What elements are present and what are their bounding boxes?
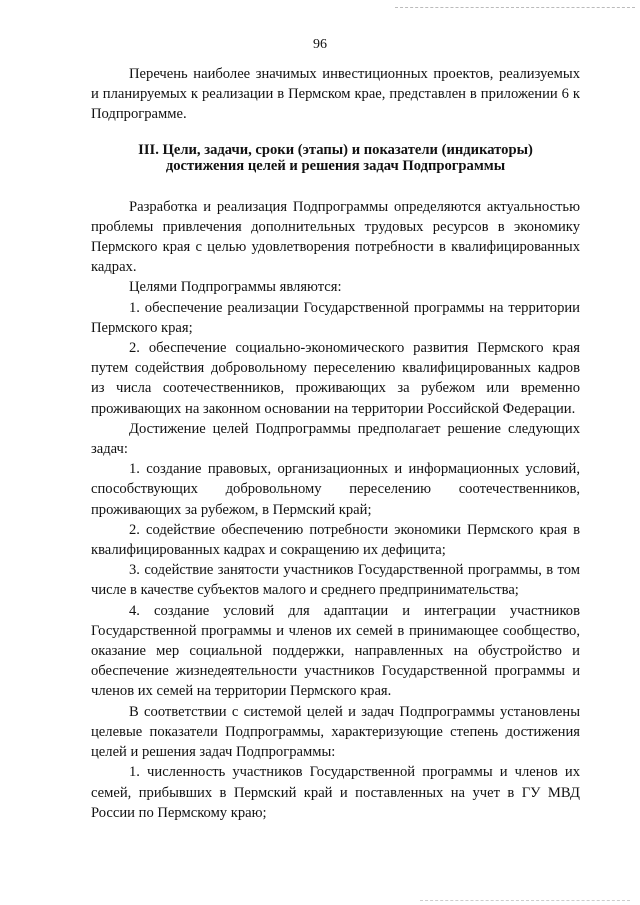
bottom-scan-rule bbox=[420, 900, 630, 901]
intro-paragraph: Перечень наиболее значимых инвестиционных проектов, реализуемых и планируемых к реализации в Пермском крае, представлен в приложении 6 к Подпрограмме. bbox=[91, 66, 580, 123]
section-heading bbox=[91, 142, 580, 175]
goal-item-2: 2. обеспечение социально-экономического развития Пермского края путем содействия добровольному переселению квалифицированных кадров из числа соотечественников, проживающих за рубежом или временно проживающих на законном основании на территории Российской Федерации. bbox=[91, 340, 580, 417]
section-heading-line-1: III. Цели, задачи, сроки (этапы) и показатели (индикаторы) bbox=[138, 141, 533, 158]
paragraph-rationale: Разработка и реализация Подпрограммы определяются актуальностью проблемы привлечения дополнительных трудовых ресурсов в экономику Пермского края с целью удовлетворения потребности в квалифицированных кадрах. bbox=[91, 198, 580, 276]
top-scan-rule bbox=[395, 7, 635, 8]
page-number: 96 bbox=[313, 37, 327, 52]
paragraph-goals-intro: Целями Подпрограммы являются: bbox=[129, 279, 342, 296]
task-item-1: 1. создание правовых, организационных и информационных условий, способствующих добровольному переселению соотечественников, проживающих за рубежом, в Пермский край; bbox=[91, 461, 580, 518]
indicator-item-1: 1. численность участников Государственной программы и членов их семей, прибывших в Пермский край и поставленных на учет в ГУ МВД России по Пермскому краю; bbox=[91, 764, 580, 821]
paragraph-tasks-intro: Достижение целей Подпрограммы предполагает решение следующих задач: bbox=[91, 420, 580, 458]
paragraph-indicators-intro: В соответствии с системой целей и задач Подпрограммы установлены целевые показатели Подпрограммы, характеризующие степень достижения целей и решения задач Подпрограммы: bbox=[91, 703, 580, 761]
task-item-2: 2. содействие обеспечению потребности экономики Пермского края в квалифицированных кадрах и сокращению их дефицита; bbox=[91, 521, 580, 559]
goal-item-1: 1. обеспечение реализации Государственной программы на территории Пермского края; bbox=[91, 299, 580, 336]
task-item-3: 3. содействие занятости участников Государственной программы, в том числе в качестве субъектов малого и среднего предпринимательства; bbox=[91, 562, 580, 599]
document-body bbox=[91, 64, 580, 823]
task-item-4: 4. создание условий для адаптации и интеграции участников Государственной программы и членов их семей в принимающее сообщество, оказание мер социальной поддержки, направленных на обустройство и обеспечение жизнедеятельности участников Государственной программы и членов их семей на территории Пермского края. bbox=[91, 602, 580, 700]
section-heading-line-2: достижения целей и решения задач Подпрограммы bbox=[165, 158, 506, 175]
